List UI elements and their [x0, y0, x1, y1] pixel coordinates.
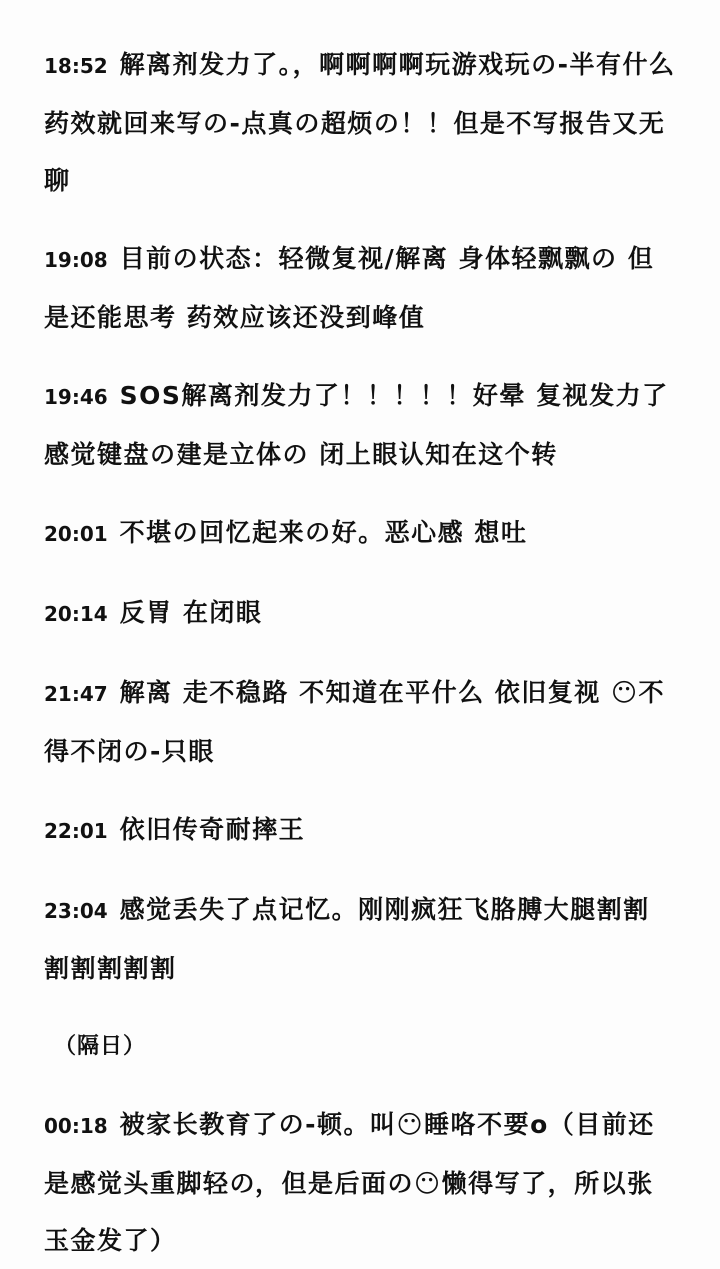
- entry-text: 被家长教育了の-顿。叫😶睡咯不要o（目前还是感觉头重脚轻の，但是后面の😶懒得写了，所以张玉金发了）: [44, 1110, 655, 1255]
- log-entry-2014: [44, 584, 676, 643]
- entry-time: 23:04: [44, 899, 108, 923]
- entry-time: 22:01: [44, 819, 108, 843]
- log-entry-2304: [44, 881, 676, 997]
- log-entry-0018: [44, 1096, 676, 1269]
- entry-text: 不堪の回忆起来の好。恶心感 想吐: [119, 518, 528, 547]
- entry-time: 19:46: [44, 385, 108, 409]
- next-day-separator: （隔日）: [54, 1034, 147, 1059]
- entry-time: 20:14: [44, 602, 108, 626]
- entry-time: 20:01: [44, 522, 108, 546]
- log-entry-2201: [44, 801, 676, 860]
- entry-text: SOS解离剂发力了！！！！！好晕 复视发力了 感觉键盘の建是立体の 闭上眼认知在这个转: [44, 381, 669, 469]
- entry-time: 21:47: [44, 682, 108, 706]
- entry-time: 00:18: [44, 1114, 108, 1138]
- log-entry-2001: [44, 504, 676, 563]
- entry-text: 解离 走不稳路 不知道在平什么 依旧复视 😶不得不闭の-只眼: [44, 678, 666, 766]
- entry-text: 解离剂发力了。，啊啊啊啊玩游戏玩の-半有什么药效就回来写の-点真の超烦の！！但是不写报告又无聊: [44, 50, 676, 195]
- entry-text: 反胃 在闭眼: [119, 598, 263, 627]
- entry-text: 目前の状态：轻微复视/解离 身体轻飘飘の 但是还能思考 药效应该还没到峰值: [44, 244, 655, 332]
- log-entry-1908: [44, 230, 676, 346]
- entry-text: 感觉丢失了点记忆。刚刚疯狂飞胳膊大腿割割割割割割割: [44, 895, 650, 983]
- entry-time: 19:08: [44, 248, 108, 272]
- entry-time: 18:52: [44, 54, 108, 78]
- log-entry-1852: [44, 36, 676, 209]
- log-entry-2147: [44, 664, 676, 780]
- log-entry-1946: [44, 367, 676, 483]
- entry-text: 依旧传奇耐摔王: [119, 815, 306, 844]
